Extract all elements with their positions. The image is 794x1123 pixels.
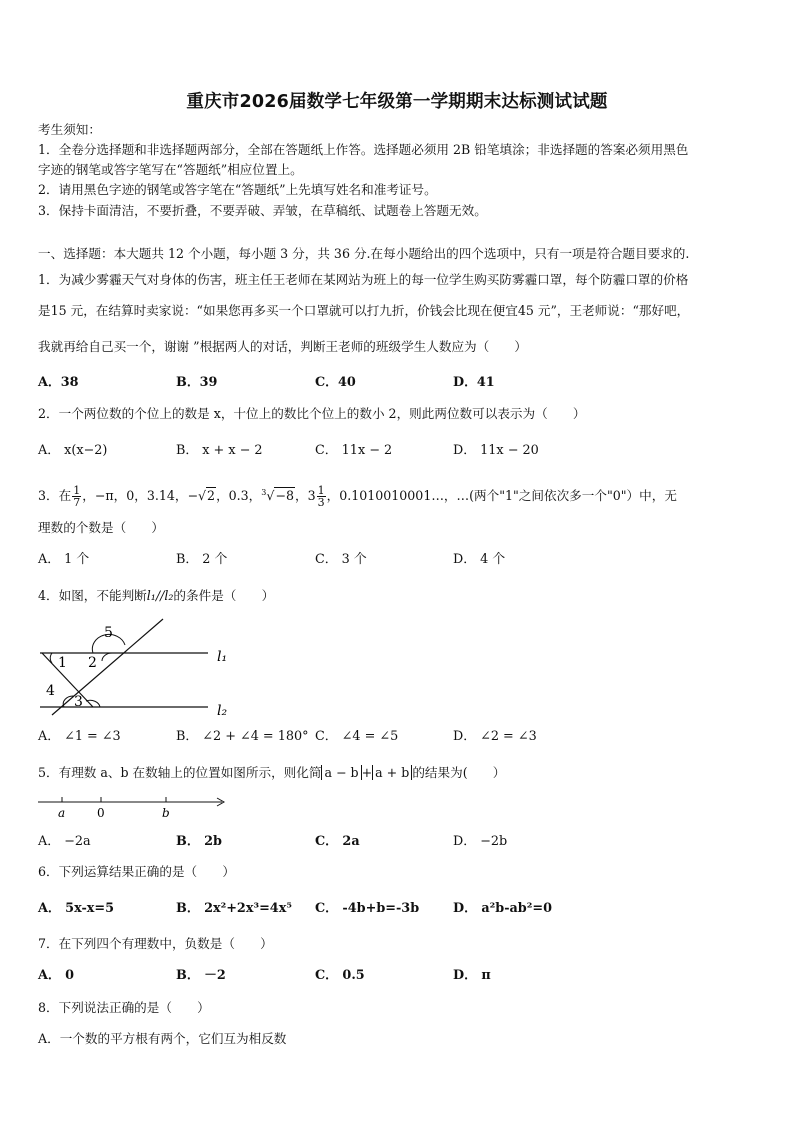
q6-option-b[interactable]: B． 2x²+2x³=4x⁵ xyxy=(176,901,292,916)
angle-label-2: 2 xyxy=(88,655,97,671)
angle-label-4: 4 xyxy=(46,683,55,699)
angle-label-1: 1 xyxy=(58,655,67,671)
q4-option-a[interactable]: A． ∠1 = ∠3 xyxy=(38,729,121,744)
q2-option-a[interactable]: A． x(x−2) xyxy=(38,443,108,458)
fraction-one-third xyxy=(317,485,326,508)
q1-line-2: 是15 元，在结算时卖家说：“如果您再多买一个口罩就可以打九折，价钱会比现在便宜45 元”，王老师说：“那好吧， xyxy=(38,303,690,318)
label-b: b xyxy=(162,806,170,820)
q2-stem: 2．一个两位数的个位上的数是 x，十位上的数比个位上的数小 2，则此两位数可以表示为（ ） xyxy=(38,406,586,421)
fraction-numerator: 1 xyxy=(317,484,325,498)
q1-line-1: 1．为减少雾霾天气对身体的伤害，班主任王老师在某网站为班上的每一位学生购买防雾霾口罩，每个防霾口罩的价格 xyxy=(38,272,689,287)
q6-option-a[interactable]: A． 5x-x=5 xyxy=(38,901,115,916)
q4-condition: l₁//l₂ xyxy=(146,588,174,603)
abs-expression-2: a + b xyxy=(372,765,412,780)
number-line-figure xyxy=(32,792,232,822)
q1-option-c[interactable]: C．40 xyxy=(315,375,356,390)
angle-label-5: 5 xyxy=(104,625,113,641)
q3-mid-1: ，−π，0，3.14，− xyxy=(82,488,199,504)
fraction-denominator: 3 xyxy=(317,496,325,510)
notice-item-1-cont: 字迹的钢笔或答字笔写在“答题纸”相应位置上。 xyxy=(38,162,303,177)
line-label-l2: l₂ xyxy=(217,703,228,719)
fraction-denominator: 7 xyxy=(73,496,81,510)
q1-option-d[interactable]: D．41 xyxy=(453,375,495,390)
notice-item-1: 1．全卷分选择题和非选择题两部分，全部在答题纸上作答。选择题必须用 2B 铅笔填涂；非选择题的答案必须用黑色 xyxy=(38,142,689,157)
q7-option-b[interactable]: B． －2 xyxy=(176,968,226,983)
notice-item-3: 3．保持卡面清洁，不要折叠，不要弄破、弄皱，在草稿纸、试题卷上答题无效。 xyxy=(38,203,487,218)
q4-stem-suffix: 的条件是（ ） xyxy=(173,588,275,603)
q3-option-b[interactable]: B． 2 个 xyxy=(176,552,228,567)
q3-prefix: 3．在 xyxy=(38,488,72,504)
q2-option-b[interactable]: B． x + x − 2 xyxy=(176,443,263,458)
q5-stem xyxy=(38,765,505,781)
q4-option-b[interactable]: B． ∠2 + ∠4 = 180° xyxy=(176,729,309,744)
q5-stem-prefix: 5．有理数 a、b 在数轴上的位置如图所示，则化简 xyxy=(38,765,322,780)
q5-option-d[interactable]: D． −2b xyxy=(453,834,508,849)
fraction-one-seventh xyxy=(72,485,81,508)
q6-stem: 6．下列运算结果正确的是（ ） xyxy=(38,864,235,879)
q2-option-d[interactable]: D． 11x − 20 xyxy=(453,443,539,458)
notice-item-2: 2．请用黑色字迹的钢笔或答字笔在“答题纸”上先填写姓名和准考证号。 xyxy=(38,182,437,197)
angle-label-3: 3 xyxy=(74,694,83,710)
angle-2-arc xyxy=(102,653,112,661)
q4-stem-prefix: 4．如图，不能判断 xyxy=(38,588,147,603)
section-heading: 一、选择题：本大题共 12 个小题，每小题 3 分，共 36 分.在每小题给出的四个选项中，只有一项是符合题目要求的. xyxy=(38,246,690,261)
q3-option-d[interactable]: D． 4 个 xyxy=(453,552,506,567)
q4-option-c[interactable]: C． ∠4 = ∠5 xyxy=(315,729,399,744)
line-label-l1: l₁ xyxy=(217,649,228,665)
q5-option-c[interactable]: C． 2a xyxy=(315,834,360,849)
cbrt-symbol: √ xyxy=(266,488,275,504)
q1-option-b[interactable]: B．39 xyxy=(176,375,218,390)
q5-option-b[interactable]: B． 2b xyxy=(176,834,222,849)
q6-option-c[interactable]: C． -4b+b=-3b xyxy=(315,901,420,916)
sqrt-symbol: √ xyxy=(198,488,207,504)
q3-mid-2: ，0.3， xyxy=(216,488,262,504)
label-a: a xyxy=(58,806,66,820)
q3-option-a[interactable]: A． 1 个 xyxy=(38,552,90,567)
fraction-numerator: 1 xyxy=(73,484,81,498)
plus-sign: + xyxy=(361,765,373,780)
q7-option-c[interactable]: C． 0.5 xyxy=(315,968,365,983)
notice-heading: 考生须知： xyxy=(38,122,101,137)
q3-stem-line-2: 理数的个数是（ ） xyxy=(38,520,164,535)
q8-option-a[interactable]: A．一个数的平方根有两个，它们互为相反数 xyxy=(38,1031,287,1046)
page-title: 重庆市2026届数学七年级第一学期期末达标测试试题 xyxy=(186,92,608,112)
q1-line-3: 我就再给自己买一个，谢谢 ”根据两人的对话，判断王老师的班级学生人数应为（ ） xyxy=(38,339,528,354)
q4-stem xyxy=(38,588,274,604)
q7-stem: 7．在下列四个有理数中，负数是（ ） xyxy=(38,936,273,951)
q5-option-a[interactable]: A． −2a xyxy=(38,834,91,849)
q7-option-d[interactable]: D． π xyxy=(453,968,491,983)
q1-option-a[interactable]: A．38 xyxy=(38,375,79,390)
parallel-lines-figure xyxy=(30,615,250,720)
q6-option-d[interactable]: D． a²b-ab²=0 xyxy=(453,901,552,916)
q5-stem-suffix: 的结果为( ） xyxy=(412,765,506,780)
q3-mid-3: ，3 xyxy=(294,488,316,504)
q3-suffix: ，0.1010010001…，…(两个"1"之间依次多一个"0"）中，无 xyxy=(326,488,677,504)
label-zero: 0 xyxy=(97,806,105,820)
q7-option-a[interactable]: A． 0 xyxy=(38,968,75,983)
q8-stem: 8．下列说法正确的是（ ） xyxy=(38,1000,210,1015)
q4-option-d[interactable]: D． ∠2 = ∠3 xyxy=(453,729,537,744)
angle-1-arc xyxy=(50,653,52,663)
sqrt-radicand: 2 xyxy=(207,488,216,504)
cbrt-index: 3 xyxy=(261,488,267,497)
q3-option-c[interactable]: C． 3 个 xyxy=(315,552,367,567)
abs-expression-1: a − b xyxy=(321,765,361,780)
q3-stem-line-1 xyxy=(38,480,677,509)
q2-option-c[interactable]: C． 11x − 2 xyxy=(315,443,393,458)
cbrt-radicand: −8 xyxy=(275,488,294,504)
